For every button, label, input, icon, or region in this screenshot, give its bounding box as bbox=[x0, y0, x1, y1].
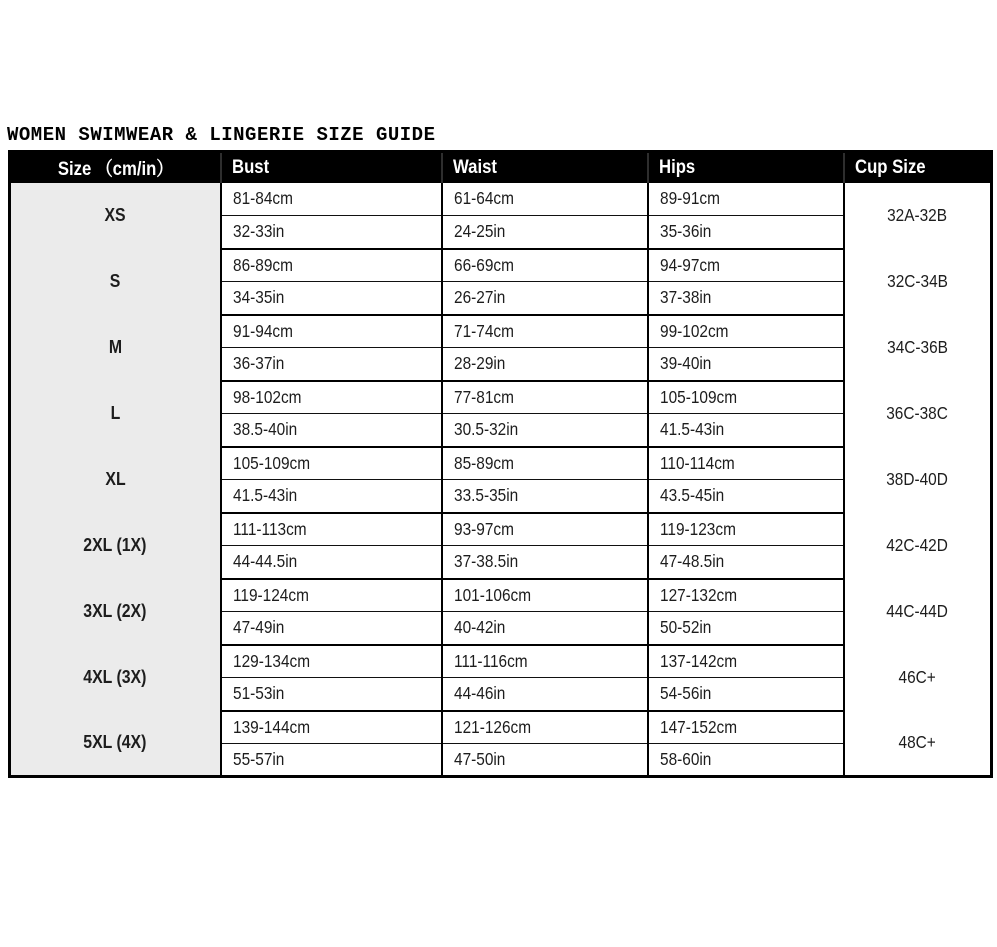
waist-cm-value: 121-126cm bbox=[453, 716, 531, 737]
hips-in-value: 43.5-45in bbox=[659, 485, 724, 506]
size-guide-table bbox=[8, 150, 993, 778]
waist-cm-value: 77-81cm bbox=[453, 386, 514, 407]
cell-hips-cm bbox=[648, 315, 844, 348]
cell-bust-cm bbox=[221, 249, 442, 282]
table-row bbox=[10, 315, 992, 348]
cell-bust-cm bbox=[221, 711, 442, 744]
cell-bust-cm bbox=[221, 447, 442, 480]
bust-cm-value: 91-94cm bbox=[232, 320, 293, 341]
cup-size-value: 46C+ bbox=[898, 667, 936, 687]
column-header-cup bbox=[844, 152, 992, 183]
column-header-size bbox=[10, 152, 221, 183]
cup-size-value: 34C-36B bbox=[886, 337, 948, 357]
waist-in-value: 44-46in bbox=[453, 683, 505, 704]
hips-cm-value: 105-109cm bbox=[659, 386, 737, 407]
cell-waist-in bbox=[442, 612, 648, 645]
hips-in-value: 58-60in bbox=[659, 749, 711, 769]
cell-waist-in bbox=[442, 282, 648, 315]
bust-in-value: 47-49in bbox=[232, 617, 284, 638]
cell-bust-cm bbox=[221, 381, 442, 414]
waist-in-value: 26-27in bbox=[453, 287, 505, 308]
cell-size bbox=[10, 579, 221, 645]
table-row bbox=[10, 381, 992, 414]
cell-bust-in bbox=[221, 612, 442, 645]
cell-bust-cm bbox=[221, 183, 442, 216]
waist-cm-value: 61-64cm bbox=[453, 188, 514, 209]
cell-cup-size bbox=[844, 513, 992, 579]
cell-waist-cm bbox=[442, 315, 648, 348]
cell-hips-in bbox=[648, 612, 844, 645]
cell-waist-in bbox=[442, 348, 648, 381]
cup-size-value: 42C-42D bbox=[886, 535, 949, 555]
column-header-hips-label: Hips bbox=[658, 156, 695, 178]
table-row bbox=[10, 579, 992, 612]
table-row bbox=[10, 249, 992, 282]
bust-cm-value: 111-113cm bbox=[232, 518, 307, 539]
waist-in-value: 33.5-35in bbox=[453, 485, 518, 506]
bust-in-value: 55-57in bbox=[232, 749, 284, 769]
cell-waist-cm bbox=[442, 513, 648, 546]
column-header-waist bbox=[442, 152, 648, 183]
hips-cm-value: 119-123cm bbox=[659, 518, 736, 539]
cell-size bbox=[10, 183, 221, 249]
cell-hips-in bbox=[648, 546, 844, 579]
cell-bust-in bbox=[221, 414, 442, 447]
size-label: L bbox=[110, 403, 121, 423]
cell-waist-in bbox=[442, 678, 648, 711]
size-label: 5XL (4X) bbox=[83, 732, 147, 753]
cup-size-value: 32A-32B bbox=[887, 205, 948, 225]
hips-cm-value: 147-152cm bbox=[659, 716, 737, 737]
size-label: XS bbox=[104, 205, 126, 225]
hips-in-value: 37-38in bbox=[659, 287, 711, 308]
cell-cup-size bbox=[844, 579, 992, 645]
cell-hips-in bbox=[648, 414, 844, 447]
bust-cm-value: 105-109cm bbox=[232, 452, 310, 473]
waist-in-value: 30.5-32in bbox=[453, 419, 518, 440]
bust-in-value: 51-53in bbox=[232, 683, 284, 704]
cell-hips-in bbox=[648, 216, 844, 249]
cell-bust-in bbox=[221, 546, 442, 579]
cell-waist-in bbox=[442, 546, 648, 579]
cell-size bbox=[10, 447, 221, 513]
waist-cm-value: 85-89cm bbox=[453, 452, 514, 473]
cell-hips-in bbox=[648, 744, 844, 777]
cell-hips-cm bbox=[648, 579, 844, 612]
table-row bbox=[10, 645, 992, 678]
cell-bust-cm bbox=[221, 513, 442, 546]
table-row bbox=[10, 183, 992, 216]
waist-in-value: 24-25in bbox=[453, 221, 505, 242]
cup-size-value: 36C-38C bbox=[886, 403, 949, 423]
cell-hips-cm bbox=[648, 447, 844, 480]
hips-in-value: 47-48.5in bbox=[659, 551, 724, 572]
cell-hips-cm bbox=[648, 183, 844, 216]
cell-bust-in bbox=[221, 678, 442, 711]
cell-size bbox=[10, 381, 221, 447]
cell-cup-size bbox=[844, 381, 992, 447]
hips-cm-value: 127-132cm bbox=[659, 584, 737, 605]
waist-in-value: 28-29in bbox=[453, 353, 505, 374]
cell-waist-cm bbox=[442, 381, 648, 414]
cell-bust-in bbox=[221, 480, 442, 513]
bust-cm-value: 98-102cm bbox=[232, 386, 301, 407]
bust-in-value: 32-33in bbox=[232, 221, 284, 242]
table-row bbox=[10, 513, 992, 546]
cell-cup-size bbox=[844, 315, 992, 381]
hips-cm-value: 99-102cm bbox=[659, 320, 728, 341]
cell-bust-in bbox=[221, 282, 442, 315]
cup-size-value: 38D-40D bbox=[886, 469, 949, 489]
cell-waist-cm bbox=[442, 711, 648, 744]
waist-cm-value: 66-69cm bbox=[453, 254, 514, 275]
header-row bbox=[10, 152, 992, 183]
cell-bust-cm bbox=[221, 579, 442, 612]
cell-hips-in bbox=[648, 480, 844, 513]
cell-cup-size bbox=[844, 447, 992, 513]
cell-waist-in bbox=[442, 216, 648, 249]
cell-hips-in bbox=[648, 282, 844, 315]
column-header-cup-label: Cup Size bbox=[854, 156, 926, 178]
bust-cm-value: 129-134cm bbox=[232, 650, 310, 671]
size-label: XL bbox=[105, 469, 126, 489]
bust-in-value: 38.5-40in bbox=[232, 419, 297, 440]
size-label: 2XL (1X) bbox=[83, 535, 147, 555]
cell-size bbox=[10, 249, 221, 315]
size-label: S bbox=[109, 271, 121, 291]
waist-in-value: 37-38.5in bbox=[453, 551, 518, 572]
bust-cm-value: 81-84cm bbox=[232, 188, 293, 209]
waist-cm-value: 93-97cm bbox=[453, 518, 514, 539]
hips-in-value: 41.5-43in bbox=[659, 419, 724, 440]
bust-in-value: 44-44.5in bbox=[232, 551, 297, 572]
cup-size-value: 44C-44D bbox=[886, 601, 949, 621]
bust-in-value: 34-35in bbox=[232, 287, 284, 308]
table-header bbox=[10, 152, 992, 183]
waist-in-value: 47-50in bbox=[453, 749, 505, 769]
column-header-waist-label: Waist bbox=[452, 156, 497, 178]
cell-waist-cm bbox=[442, 447, 648, 480]
hips-cm-value: 94-97cm bbox=[659, 254, 720, 275]
cell-hips-in bbox=[648, 348, 844, 381]
bust-cm-value: 119-124cm bbox=[232, 584, 309, 605]
cell-hips-cm bbox=[648, 645, 844, 678]
cell-bust-in bbox=[221, 216, 442, 249]
hips-in-value: 50-52in bbox=[659, 617, 711, 638]
cell-waist-cm bbox=[442, 645, 648, 678]
cell-cup-size bbox=[844, 711, 992, 777]
cup-size-value: 32C-34B bbox=[886, 271, 948, 291]
cell-waist-in bbox=[442, 744, 648, 777]
cell-size bbox=[10, 645, 221, 711]
hips-cm-value: 137-142cm bbox=[659, 650, 737, 671]
waist-cm-value: 101-106cm bbox=[453, 584, 531, 605]
hips-in-value: 35-36in bbox=[659, 221, 711, 242]
cell-size bbox=[10, 711, 221, 777]
bust-in-value: 41.5-43in bbox=[232, 485, 297, 506]
cell-hips-cm bbox=[648, 249, 844, 282]
cell-bust-cm bbox=[221, 315, 442, 348]
size-label: M bbox=[108, 337, 122, 357]
table-body bbox=[10, 183, 992, 777]
waist-cm-value: 71-74cm bbox=[453, 320, 514, 341]
bust-cm-value: 139-144cm bbox=[232, 716, 310, 737]
cell-size bbox=[10, 315, 221, 381]
cell-bust-in bbox=[221, 348, 442, 381]
size-label: 4XL (3X) bbox=[83, 667, 147, 687]
cell-bust-cm bbox=[221, 645, 442, 678]
cell-cup-size bbox=[844, 249, 992, 315]
page-title: WOMEN SWIMWEAR & LINGERIE SIZE GUIDE bbox=[7, 124, 436, 146]
column-header-bust bbox=[221, 152, 442, 183]
cell-waist-in bbox=[442, 414, 648, 447]
cell-hips-cm bbox=[648, 711, 844, 744]
hips-cm-value: 110-114cm bbox=[659, 452, 735, 473]
cell-cup-size bbox=[844, 645, 992, 711]
cell-cup-size bbox=[844, 183, 992, 249]
column-header-hips bbox=[648, 152, 844, 183]
waist-cm-value: 111-116cm bbox=[453, 650, 528, 671]
cell-waist-cm bbox=[442, 183, 648, 216]
hips-in-value: 39-40in bbox=[659, 353, 711, 374]
cell-hips-cm bbox=[648, 513, 844, 546]
cell-size bbox=[10, 513, 221, 579]
cell-bust-in bbox=[221, 744, 442, 777]
cell-hips-in bbox=[648, 678, 844, 711]
column-header-bust-label: Bust bbox=[231, 156, 269, 178]
column-header-size-label: Size （cm/in） bbox=[57, 159, 173, 181]
cell-waist-cm bbox=[442, 579, 648, 612]
waist-in-value: 40-42in bbox=[453, 617, 505, 638]
hips-cm-value: 89-91cm bbox=[659, 188, 720, 209]
cell-waist-cm bbox=[442, 249, 648, 282]
table-row bbox=[10, 447, 992, 480]
cell-hips-cm bbox=[648, 381, 844, 414]
bust-in-value: 36-37in bbox=[232, 353, 284, 374]
cell-waist-in bbox=[442, 480, 648, 513]
bust-cm-value: 86-89cm bbox=[232, 254, 293, 275]
size-label: 3XL (2X) bbox=[83, 601, 147, 621]
cup-size-value: 48C+ bbox=[898, 732, 936, 753]
table-row bbox=[10, 711, 992, 744]
hips-in-value: 54-56in bbox=[659, 683, 711, 704]
